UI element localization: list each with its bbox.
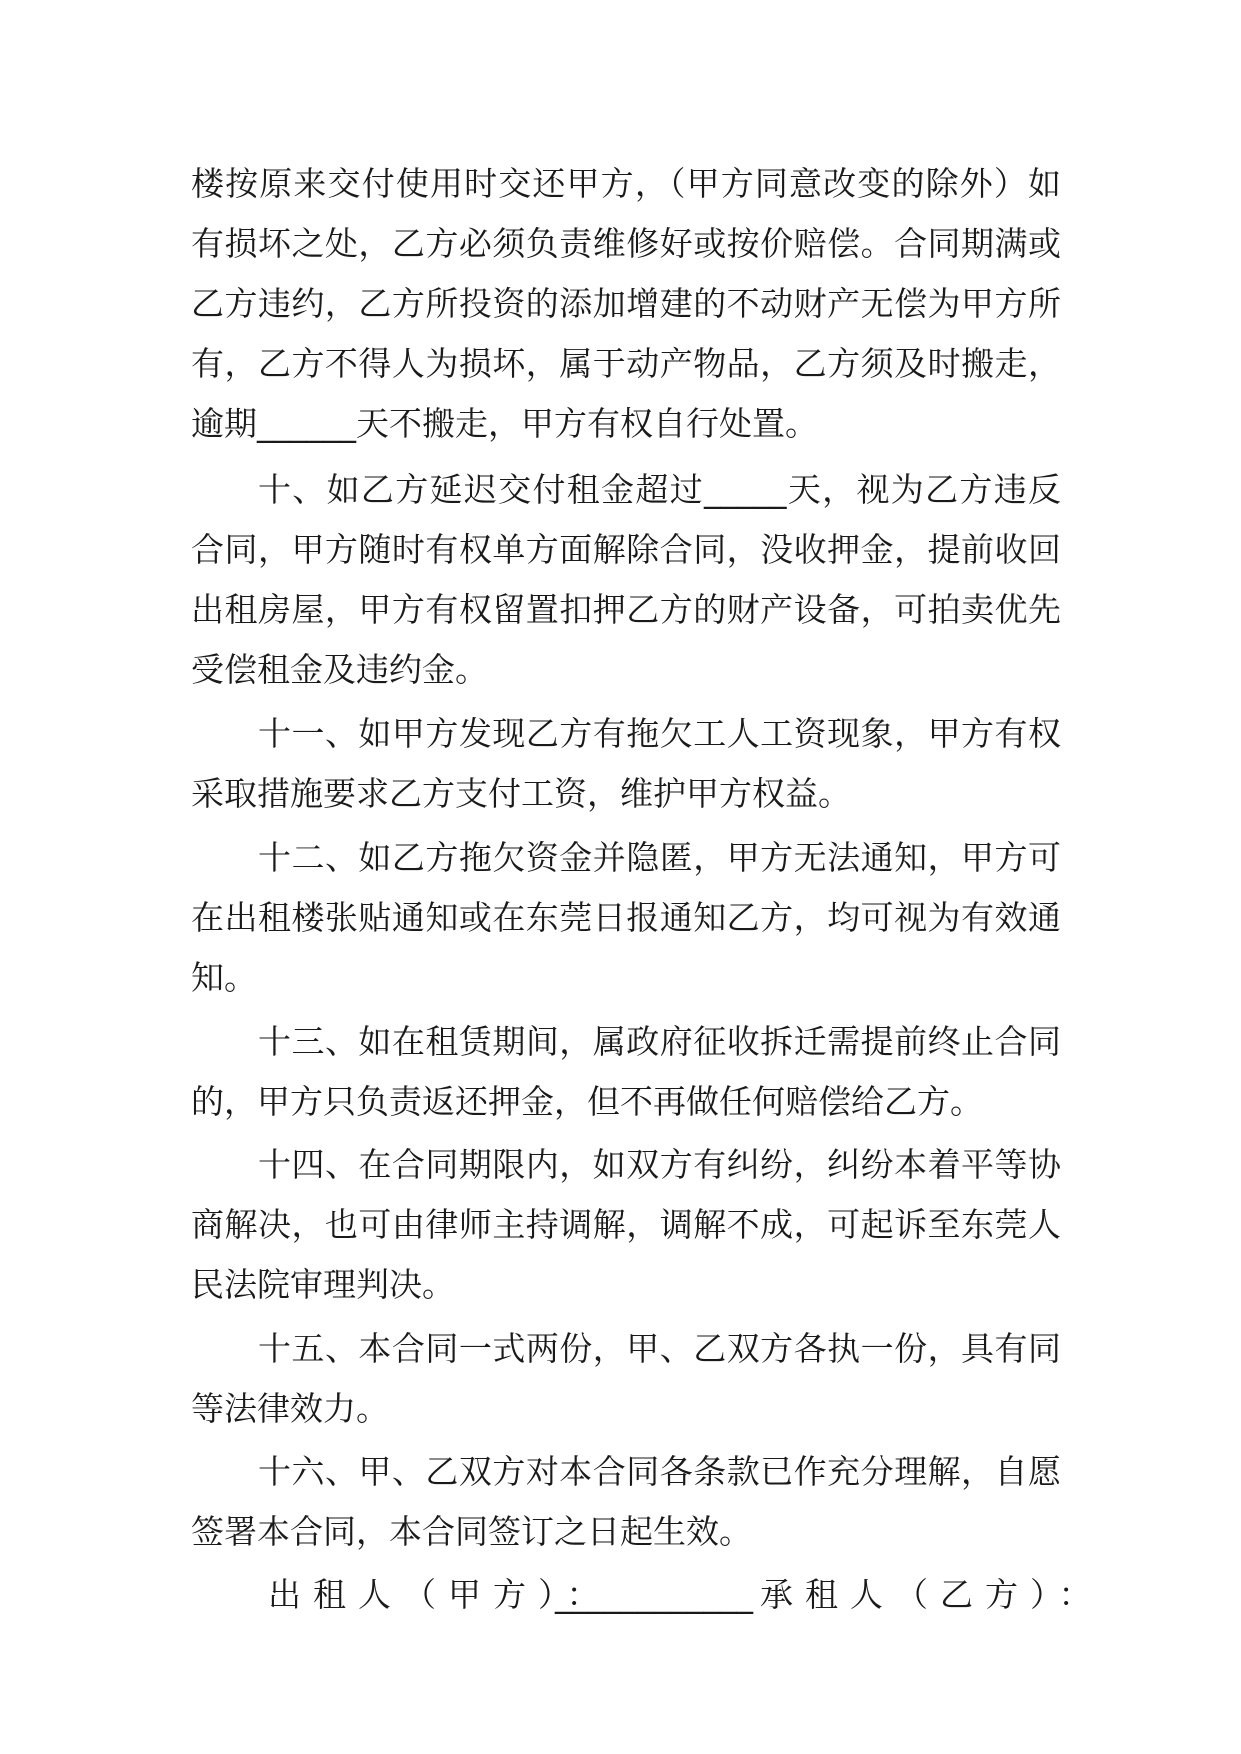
para-1-line-1: 楼按原来交付使用时交还甲方，（甲方同意改变的除外）如 <box>191 164 1061 203</box>
clause-12-line-1: 十二、如乙方拖欠资金并隐匿，甲方无法通知，甲方可 <box>258 838 1061 877</box>
para-1-line-5: 逾期______天不搬走，甲方有权自行处置。 <box>191 404 818 443</box>
clause-11-line-1: 十一、如甲方发现乙方有拖欠工人工资现象，甲方有权 <box>258 714 1061 753</box>
para-1-line-2: 有损坏之处，乙方必须负责维修好或按价赔偿。合同期满或 <box>191 224 1061 263</box>
clause-13-line-2: 的，甲方只负责返还押金，但不再做任何赔偿给乙方。 <box>191 1082 983 1121</box>
clause-14-line-3: 民法院审理判决。 <box>191 1265 455 1304</box>
clause-15-line-2: 等法律效力。 <box>191 1389 389 1428</box>
clause-14-line-1: 十四、在合同期限内，如双方有纠纷，纠纷本着平等协 <box>258 1145 1061 1184</box>
lessor-signature-blank: ____________ <box>555 1575 753 1614</box>
clause-12-line-3: 知。 <box>191 958 257 997</box>
clause-16-line-2: 签署本合同，本合同签订之日起生效。 <box>191 1512 752 1551</box>
clause-10-line-2: 合同，甲方随时有权单方面解除合同，没收押金，提前收回 <box>191 530 1061 569</box>
lessee-label: 承租人（乙方）： <box>760 1575 1104 1614</box>
para-1-line-4: 有，乙方不得人为损坏，属于动产物品，乙方须及时搬走， <box>191 344 1061 383</box>
clause-10-line-3: 出租房屋，甲方有权留置扣押乙方的财产设备，可拍卖优先 <box>191 590 1061 629</box>
clause-14-line-2: 商解决，也可由律师主持调解，调解不成，可起诉至东莞人 <box>191 1205 1061 1244</box>
clause-10-line-1: 十、如乙方延迟交付租金超过_____天，视为乙方违反 <box>258 470 1061 509</box>
clause-10-line-4: 受偿租金及违约金。 <box>191 650 488 689</box>
clause-11-line-2: 采取措施要求乙方支付工资，维护甲方权益。 <box>191 774 851 813</box>
clause-16-line-1: 十六、甲、乙双方对本合同各条款已作充分理解，自愿 <box>258 1452 1061 1491</box>
clause-15-line-1: 十五、本合同一式两份，甲、乙双方各执一份，具有同 <box>258 1329 1061 1368</box>
clause-13-line-1: 十三、如在租赁期间，属政府征收拆迁需提前终止合同 <box>258 1022 1061 1061</box>
para-1-line-3: 乙方违约，乙方所投资的添加增建的不动财产无偿为甲方所 <box>191 284 1061 323</box>
clause-12-line-2: 在出租楼张贴通知或在东莞日报通知乙方，均可视为有效通 <box>191 898 1061 937</box>
lessor-label: 出租人（甲方）： <box>268 1575 612 1614</box>
